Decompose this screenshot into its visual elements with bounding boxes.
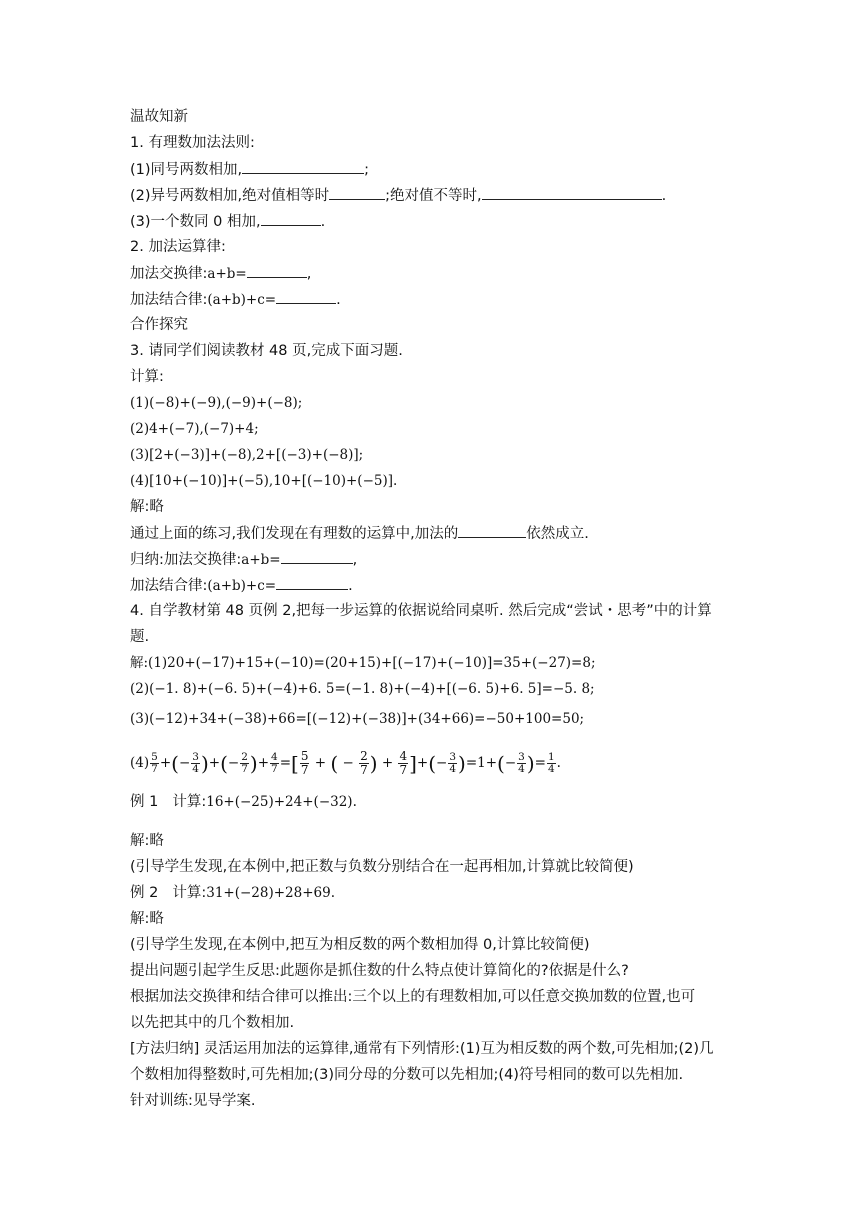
method-summary-line-1: [方法归纳] 灵活运用加法的运算律,通常有下列情形:(1)互为相反数的两个数,可先相加;(2)几 bbox=[130, 1041, 714, 1057]
fraction bbox=[448, 752, 457, 775]
fraction bbox=[547, 752, 556, 775]
value-one: 1 bbox=[477, 755, 486, 771]
fraction bbox=[517, 752, 526, 775]
q3-finding bbox=[130, 523, 589, 544]
example-1 bbox=[130, 792, 357, 812]
method-summary-line-2: 个数相加得整数时,可先相加;(3)同分母的分数可以先相加;(4)符号相同的数可以先相加. bbox=[130, 1067, 684, 1083]
q3-sum-assoc-label: 加法结合律: bbox=[130, 578, 208, 594]
denominator: 4 bbox=[547, 763, 555, 775]
q3-calc: 计算: bbox=[130, 369, 164, 385]
example-1-text: 计算: bbox=[172, 794, 207, 810]
answer-blank bbox=[276, 289, 336, 304]
q1-l1-text: (1)同号两数相加, bbox=[130, 162, 243, 178]
numerator: 3 bbox=[192, 751, 199, 763]
denominator: 4 bbox=[449, 763, 457, 775]
q2-associative bbox=[130, 289, 341, 310]
q3-solution: 解:略 bbox=[130, 499, 164, 515]
numerator: 5 bbox=[300, 749, 309, 763]
q1-l3-text: (3)一个数同 0 相加, bbox=[130, 214, 261, 230]
q4-solution-2: (2)(−1. 8)+(−6. 5)+(−4)+6. 5=(−1. 8)+(−4)+[(−6. 5)+6. 5]=−5. 8; bbox=[130, 681, 595, 697]
q2-assoc-label: 加法结合律: bbox=[130, 292, 208, 308]
example-1-expr: 16+(−25)+24+(−32). bbox=[206, 794, 357, 810]
punct: . bbox=[320, 214, 326, 230]
fraction bbox=[300, 750, 310, 777]
q1-line-2 bbox=[130, 185, 666, 206]
answer-blank bbox=[482, 185, 662, 200]
q4-solution-3: (3)(−12)+34+(−38)+66=[(−12)+(−38)]+(34+66)=−50+100=50; bbox=[130, 711, 585, 727]
numerator: 1 bbox=[547, 751, 555, 763]
numerator: 3 bbox=[449, 751, 457, 763]
example-1-solution: 解:略 bbox=[130, 833, 164, 849]
numerator: 4 bbox=[271, 751, 278, 763]
example-1-hint: (引导学生发现,在本例中,把正数与负数分别结合在一起再相加,计算就比较简便) bbox=[130, 859, 634, 875]
denominator: 4 bbox=[192, 763, 199, 775]
denominator: 7 bbox=[271, 763, 278, 775]
q4-title-line-2: 题. bbox=[130, 629, 150, 645]
reflection-question: 提出问题引起学生反思:此题你是抓住数的什么特点使计算简化的?依据是什么? bbox=[130, 963, 629, 979]
answer-blank bbox=[329, 185, 385, 200]
q3-sum-assoc-expr: (a+b)+c= bbox=[207, 578, 277, 594]
answer-blank bbox=[242, 159, 364, 174]
example-2-text: 计算: bbox=[172, 885, 207, 901]
fraction bbox=[191, 752, 200, 775]
denominator: 7 bbox=[241, 763, 248, 775]
q3-expr-2: (2)4+(−7),(−7)+4; bbox=[130, 421, 259, 437]
fraction bbox=[270, 752, 279, 775]
punct: ; bbox=[364, 162, 370, 178]
punct: . bbox=[661, 188, 667, 204]
q3-expr-1: (1)(−8)+(−9),(−9)+(−8); bbox=[130, 395, 303, 411]
numerator: 5 bbox=[151, 751, 158, 763]
example-2-expr: 31+(−28)+28+69. bbox=[206, 885, 336, 901]
section-title-coop: 合作探究 bbox=[130, 317, 188, 333]
punct: . bbox=[556, 755, 561, 771]
denominator: 7 bbox=[399, 763, 408, 777]
fraction bbox=[240, 752, 249, 775]
numerator: 2 bbox=[360, 749, 368, 763]
q3-expr-4: (4)[10+(−10)]+(−5),10+[(−10)+(−5)]. bbox=[130, 473, 398, 489]
label-4: (4) bbox=[130, 755, 150, 771]
punct: , bbox=[352, 552, 358, 568]
q3-expr-3: (3)[2+(−3)]+(−8),2+[(−3)+(−8)]; bbox=[130, 447, 364, 463]
example-2 bbox=[130, 883, 335, 903]
reflection-line-2: 以先把其中的几个数相加. bbox=[130, 1015, 295, 1031]
section-title-review: 温故知新 bbox=[130, 109, 188, 125]
reflection-line-1: 根据加法交换律和结合律可以推出:三个以上的有理数相加,可以任意交换加数的位置,也可 bbox=[130, 989, 696, 1005]
q3-finding-text: 通过上面的练习,我们发现在有理数的运算中,加法的 bbox=[130, 526, 459, 542]
fraction bbox=[150, 752, 159, 775]
q3-title: 3. 请同学们阅读教材 48 页,完成下面习题. bbox=[130, 343, 403, 359]
denominator: 7 bbox=[300, 763, 309, 777]
q1-l2b-text: ;绝对值不等时, bbox=[385, 188, 482, 204]
denominator: 7 bbox=[360, 763, 368, 777]
q4-solution-1: 解:(1)20+(−17)+15+(−10)=(20+15)+[(−17)+(−10)]=35+(−27)=8; bbox=[130, 655, 596, 671]
practice-note: 针对训练:见导学案. bbox=[130, 1093, 256, 1109]
q3-sum-comm-expr: a+b= bbox=[241, 552, 281, 568]
q1-title: 1. 有理数加法法则: bbox=[130, 135, 255, 151]
q3-sum-comm-label: 归纳:加法交换律: bbox=[130, 552, 242, 568]
q2-comm-expr: a+b= bbox=[207, 266, 247, 282]
punct: , bbox=[306, 266, 312, 282]
numerator: 4 bbox=[399, 749, 408, 763]
answer-blank bbox=[276, 575, 348, 590]
q3-summary-associative bbox=[130, 575, 353, 596]
q2-commutative bbox=[130, 263, 311, 284]
q1-l2a-text: (2)异号两数相加,绝对值相等时 bbox=[130, 188, 330, 204]
punct: . bbox=[336, 292, 341, 308]
q4-title-line-1: 4. 自学教材第 48 页例 2,把每一步运算的依据说给同桌听. 然后完成“尝试・思考”中的计算 bbox=[130, 603, 712, 619]
fraction bbox=[398, 750, 408, 777]
q1-line-3 bbox=[130, 211, 325, 232]
answer-blank bbox=[281, 549, 353, 564]
example-2-hint: (引导学生发现,在本例中,把互为相反数的两个数相加得 0,计算比较简便) bbox=[130, 937, 590, 953]
q2-title: 2. 加法运算律: bbox=[130, 239, 226, 255]
q4-solution-4: (4) $\frac{5}{7}$ +(− $\frac{3}{4}$ )+(− $\frac{2}{7}$ )+ $\frac{4}{7}$ =[ $\frac{5}{7}$ + ( − $\frac{2}{7}$ ) + $\frac{4}{7}$ ]+(− $\frac{3}{4}$ )=1+(− $\frac{3}{4}$ )= $\frac{1}{4}$ . bbox=[130, 749, 561, 777]
q1-line-1 bbox=[130, 159, 369, 180]
fraction bbox=[359, 750, 369, 777]
example-2-label: 例 2 bbox=[130, 885, 159, 901]
denominator: 7 bbox=[151, 763, 158, 775]
answer-blank bbox=[458, 523, 526, 538]
example-2-solution: 解:略 bbox=[130, 911, 164, 927]
numerator: 3 bbox=[518, 751, 525, 763]
answer-blank bbox=[261, 211, 321, 226]
example-1-label: 例 1 bbox=[130, 794, 159, 810]
q2-assoc-expr: (a+b)+c= bbox=[207, 292, 277, 308]
answer-blank bbox=[247, 263, 307, 278]
punct: . bbox=[348, 578, 353, 594]
numerator: 2 bbox=[241, 751, 248, 763]
q3-finding-end: 依然成立. bbox=[526, 526, 589, 542]
q2-comm-label: 加法交换律: bbox=[130, 266, 208, 282]
q3-summary-commutative bbox=[130, 549, 357, 570]
denominator: 4 bbox=[518, 763, 525, 775]
